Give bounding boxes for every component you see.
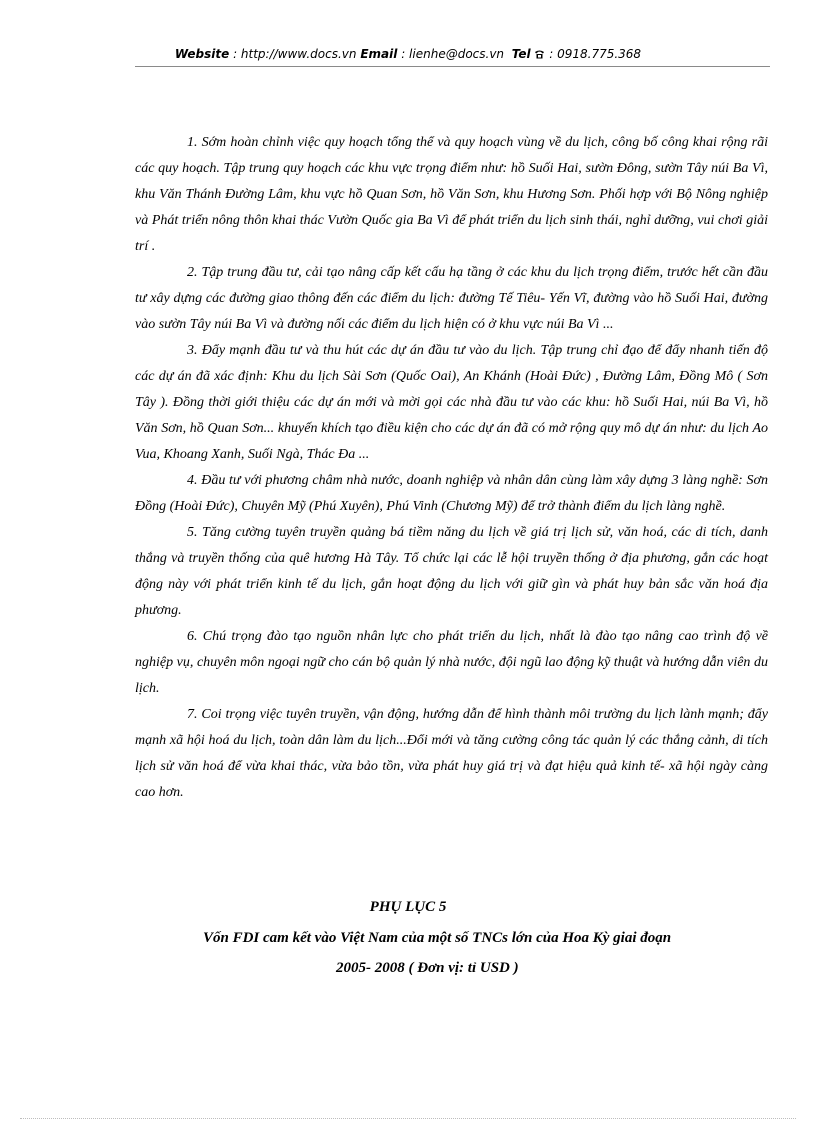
footer-divider [20,1118,796,1119]
document-body [135,130,768,806]
website-value[interactable]: : http://www.docs.vn [233,47,357,61]
paragraph-1: 1. Sớm hoàn chỉnh việc quy hoạch tổng thể và quy hoạch vùng về du lịch, công bố công khai rộng rãi các quy hoạch. Tập trung quy hoạch các khu vực trọng điểm như: hồ Suối Hai, sườn Đông, sườn Tây núi Ba Vì, khu Văn Thánh Đường Lâm, khu vực hồ Quan Sơn, hồ Văn Sơn, khu Hương Sơn. Phối hợp với Bộ Nông nghiệp và Phát triển nông thôn khai thác Vườn Quốc gia Ba Vì để phát triển du lịch sinh thái, nghỉ dưỡng, vui chơi giải trí . [135,135,768,254]
paragraph-6: 6. Chú trọng đào tạo nguồn nhân lực cho phát triển du lịch, nhất là đào tạo nâng cao trình độ về nghiệp vụ, chuyên môn ngoại ngữ cho cán bộ quản lý nhà nước, đội ngũ lao động kỹ thuật và hướng dẫn viên du lịch. [135,629,768,696]
website-label: Website [174,47,230,61]
email-label: Email [360,47,398,61]
paragraph-2: 2. Tập trung đầu tư, cải tạo nâng cấp kết cấu hạ tầng ở các khu du lịch trọng điểm, trước hết cần đầu tư xây dựng các đường giao thông đến các điểm du lịch: đường Tế Tiêu- Yến Vĩ, đường vào hồ Suối Hai, đường vào sườn Tây núi Ba Vì và đường nối các điểm du lịch hiện có ở khu vực núi Ba Vì ... [135,265,768,332]
appendix-title: PHỤ LỤC 5 [369,899,447,915]
appendix-subtitle-line1: Vốn FDI cam kết vào Việt Nam của một số TNCs lớn của Hoa Kỳ giai đoạn [203,930,672,946]
paragraph-4: 4. Đầu tư với phương châm nhà nước, doanh nghiệp và nhân dân cùng làm xây dựng 3 làng nghề: Sơn Đồng (Hoài Đức), Chuyên Mỹ (Phú Xuyên), Phú Vinh (Chương Mỹ) để trở thành điểm du lịch làng nghề. [135,473,768,514]
header-divider [135,66,770,67]
paragraph-7: 7. Coi trọng việc tuyên truyền, vận động, hướng dẫn để hình thành môi trường du lịch lành mạnh; đẩy mạnh xã hội hoá du lịch, toàn dân làm du lịch...Đổi mới và tăng cường công tác quản lý các thắng cảnh, di tích lịch sử văn hoá để vừa khai thác, vừa bảo tồn, vừa phát huy giá trị và đạt hiệu quả kinh tế- xã hội ngày càng cao hơn. [135,707,768,800]
page-header [0,47,816,61]
appendix-subtitle-line2: 2005- 2008 ( Đơn vị: tỉ USD ) [336,960,519,976]
paragraph-3: 3. Đẩy mạnh đầu tư và thu hút các dự án đầu tư vào du lịch. Tập trung chỉ đạo để đẩy nhanh tiến độ các dự án đã xác định: Khu du lịch Sài Sơn (Quốc Oai), An Khánh (Hoài Đức) , Đường Lâm, Đồng Mô ( Sơn Tây ). Đồng thời giới thiệu các dự án mới và mời gọi các nhà đầu tư vào các khu: hồ Suối Hai, núi Ba Vì, hồ Văn Sơn, hồ Quan Sơn... khuyến khích tạo điều kiện cho các dự án đã có mở rộng quy mô dự án như: du lịch Ao Vua, Khoang Xanh, Suối Ngà, Thác Đa ... [135,343,768,462]
phone-icon [534,47,545,61]
tel-label: Tel [511,47,531,61]
email-value[interactable]: : lienhe@docs.vn [401,47,505,61]
paragraph-5: 5. Tăng cường tuyên truyền quảng bá tiềm năng du lịch về giá trị lịch sử, văn hoá, các di tích, danh thắng và truyền thống của quê hương Hà Tây. Tổ chức lại các lễ hội truyền thống ở địa phương, gắn các hoạt động này với phát triển kinh tế du lịch, gắn hoạt động du lịch với giữ gìn và phát huy bản sắc văn hoá địa phương. [135,525,768,618]
tel-value: : 0918.775.368 [549,47,642,61]
